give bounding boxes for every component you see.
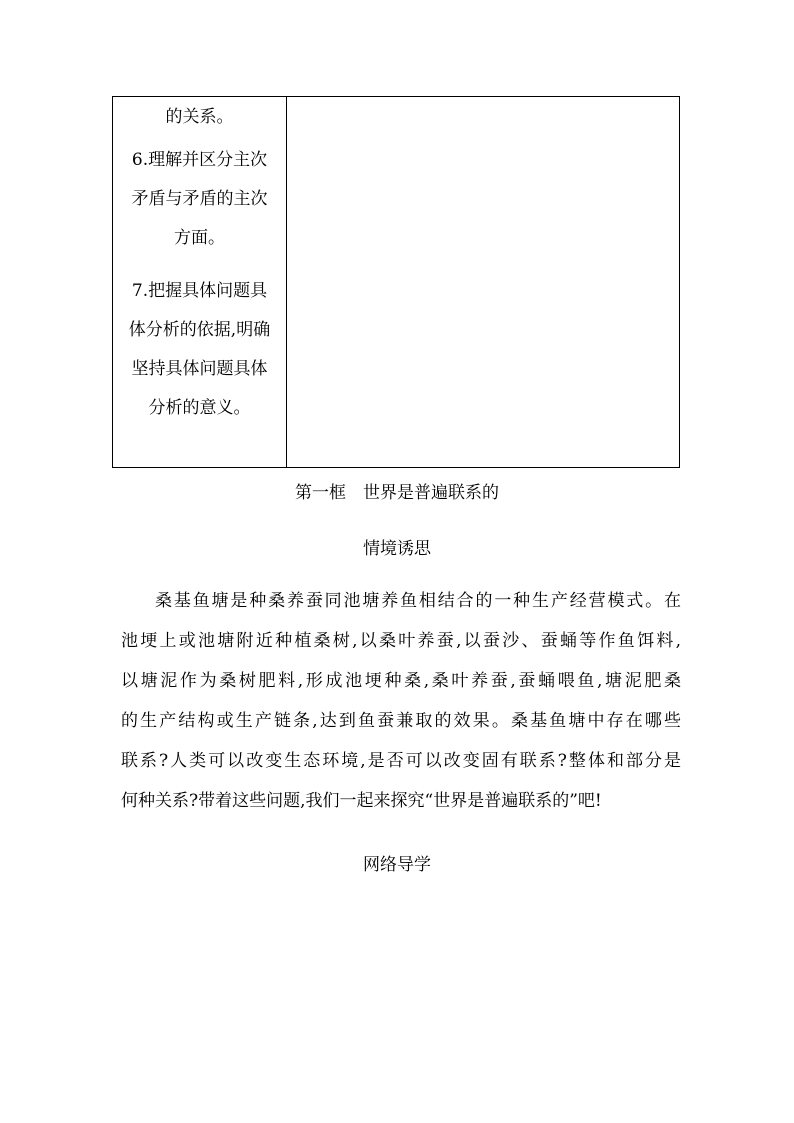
subheading-context: 情境诱思: [363, 539, 431, 559]
table-line: 体分析的依据,明确: [128, 320, 271, 340]
objectives-table: [112, 96, 680, 468]
paragraph-line: 桑基鱼塘是种桑养蚕同池塘养鱼相结合的一种生产经营模式。在: [155, 591, 681, 611]
paragraph-line: 的生产结构或生产链条,达到鱼蚕兼取的效果。桑基鱼塘中存在哪些: [121, 711, 681, 731]
section-title: 第一框 世界是普遍联系的: [295, 483, 499, 503]
table-right-cell: [287, 97, 679, 467]
table-line: 的关系。: [165, 107, 234, 127]
paragraph-line: 联系?人类可以改变生态环境,是否可以改变固有联系?整体和部分是: [121, 751, 681, 771]
table-line: 方面。: [174, 228, 225, 248]
paragraph-line: 以塘泥作为桑树肥料,形成池埂种桑,桑叶养蚕,蚕蛹喂鱼,塘泥肥桑: [121, 671, 681, 691]
subheading-network: 网络导学: [363, 855, 431, 875]
table-line: 7.把握具体问题具: [131, 281, 268, 301]
table-line: 6.理解并区分主次: [131, 150, 268, 170]
table-line: 分析的意义。: [148, 398, 251, 418]
context-paragraph: [121, 590, 681, 830]
table-line: 坚持具体问题具体: [131, 359, 268, 379]
table-line: 矛盾与矛盾的主次: [131, 189, 268, 209]
paragraph-line: 何种关系?带着这些问题,我们一起来探究“世界是普遍联系的”吧!: [121, 791, 602, 811]
table-left-cell: [113, 97, 287, 467]
paragraph-line: 池埂上或池塘附近种植桑树,以桑叶养蚕,以蚕沙、蚕蛹等作鱼饵料,: [121, 631, 681, 651]
